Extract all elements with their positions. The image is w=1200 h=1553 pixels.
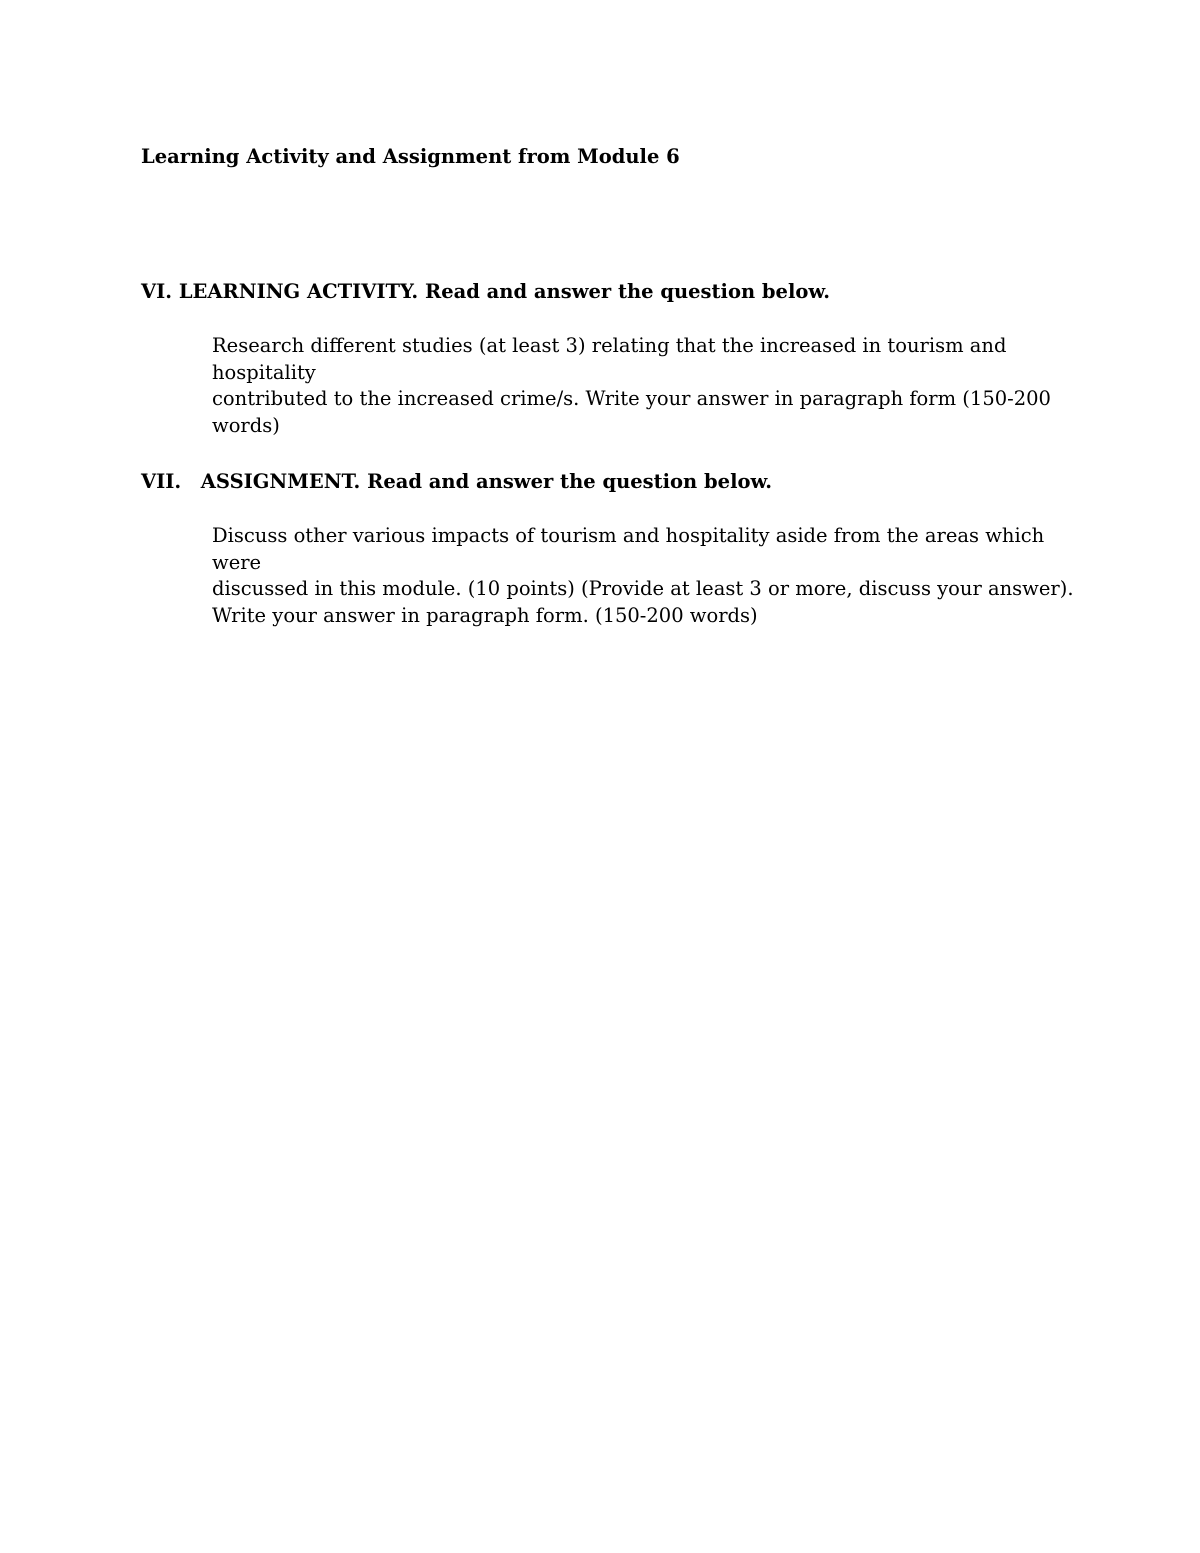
section-heading-assignment bbox=[141, 468, 772, 496]
page-title: Learning Activity and Assignment from Module 6 bbox=[141, 145, 680, 168]
learning-activity-question: Research different studies (at least 3) relating that the increased in tourism and hospitality contributed to the increased crime/s. Write your answer in paragraph form (150-200 words) bbox=[212, 334, 1051, 437]
assignment-question: Discuss other various impacts of tourism and hospitality aside from the areas which were discussed in this module. (10 points) (Provide at least 3 or more, discuss your answer). Write your answer in paragraph form. (150-200 words) bbox=[212, 524, 1074, 627]
section-number: VI. bbox=[141, 280, 173, 303]
section-heading-learning-activity bbox=[141, 278, 830, 306]
section-heading-text: ASSIGNMENT. Read and answer the question below. bbox=[200, 470, 773, 493]
section-heading-text: LEARNING ACTIVITY. Read and answer the question below. bbox=[178, 280, 830, 303]
section-number: VII. bbox=[141, 470, 182, 493]
